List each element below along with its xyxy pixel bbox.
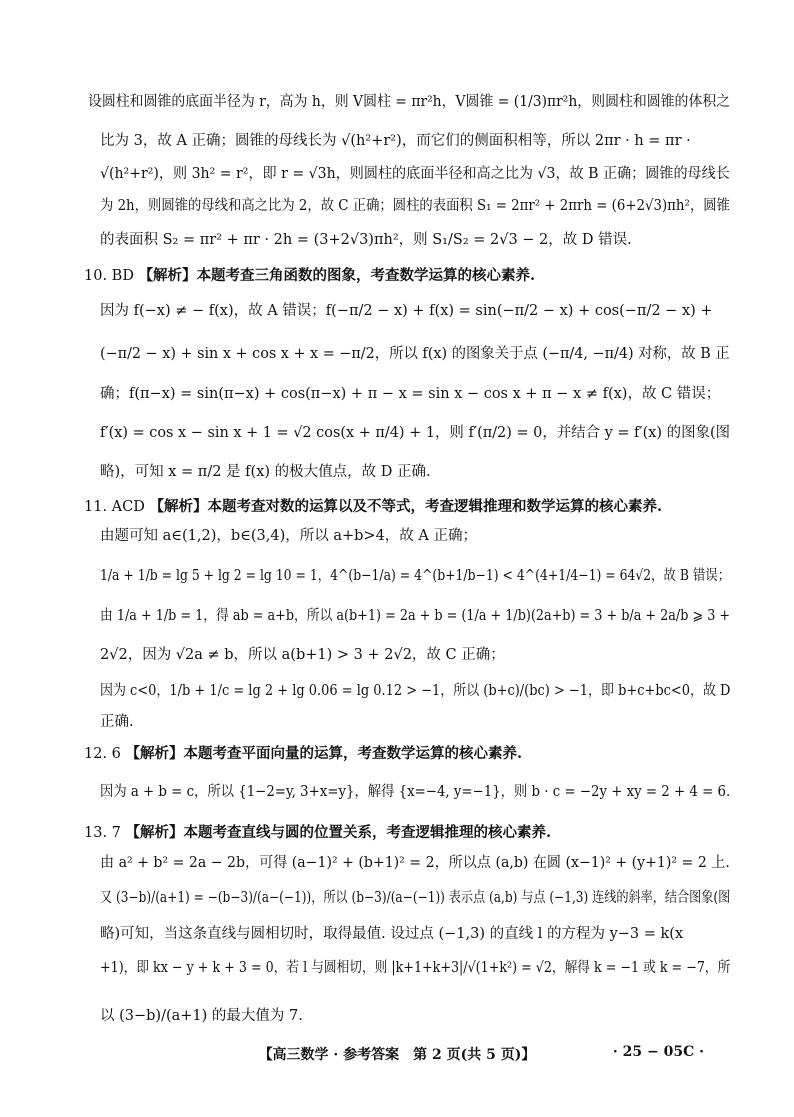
q13-line-5: 以 (3−b)/(a+1) 的最大值为 7. (100, 1008, 303, 1024)
q12-heading-text: 本题考查平面向量的运算，考查数学运算的核心素养. (183, 745, 523, 762)
page-footer (0, 1044, 794, 1066)
q10-heading-text: 本题考查三角函数的图象，考查数学运算的核心素养. (196, 267, 536, 284)
q13-line-2: 又 (3−b)/(a+1) = −(b−3)/(a−(−1))，所以 (b−3)/(a−(−1)) 表示点 (a,b) 与点 (−1,3) 连线的斜率，结合图象(图 (100, 890, 731, 906)
q9-line-4: 为 2h，则圆锥的母线和高之比为 2，故 C 正确；圆柱的表面积 S₁ = 2πr² + 2πrh = (6+2√3)πh²，圆锥 (100, 198, 730, 214)
q10-tag: 【解析】 (138, 267, 197, 284)
q13-line-4: +1)，即 kx − y + k + 3 = 0，若 l 与圆相切，则 |k+1+k+3|/√(1+k²) = √2，解得 k = −1 或 k = −7，所 (100, 960, 731, 976)
q13-line-1: 由 a² + b² = 2a − 2b，可得 (a−1)² + (b+1)² = 2，所以点 (a,b) 在圆 (x−1)² + (y+1)² = 2 上. (100, 855, 730, 871)
q10-number: 10. BD (84, 268, 134, 284)
q11-number: 11. ACD (84, 499, 145, 515)
q11-line-4: 2√2，因为 √2a ≠ b，所以 a(b+1) > 3 + 2√2，故 C 正确； (100, 647, 505, 663)
q11-heading-text: 本题考查对数的运算以及不等式，考查逻辑推理和数学运算的核心素养. (207, 498, 663, 515)
q10-heading (84, 266, 535, 286)
q13-heading-text: 本题考查直线与圆的位置关系，考查逻辑推理的核心素养. (183, 824, 552, 841)
footer-title: 【高三数学 · 参考答案 第 2 页(共 5 页)】 (258, 1047, 536, 1063)
q13-tag: 【解析】 (125, 824, 184, 841)
q10-line-5: 略)，可知 x = π/2 是 f(x) 的极大值点，故 D 正确. (100, 464, 431, 480)
q12-line-1: 因为 a + b = c，所以 {1−2=y, 3+x=y}，解得 {x=−4, y=−1}，则 b · c = −2y + xy = 2 + 4 = 6. (100, 784, 731, 800)
q10-line-2: (−π/2 − x) + sin x + cos x + x = −π/2，所以 f(x) 的图象关于点 (−π/4, −π/4) 对称，故 B 正 (100, 346, 730, 362)
q11-line-6: 正确. (100, 714, 134, 730)
q11-heading (84, 497, 662, 517)
q10-line-1: 因为 f(−x) ≠ − f(x)，故 A 错误；f(−π/2 − x) + f(x) = sin(−π/2 − x) + cos(−π/2 − x) + (100, 303, 713, 319)
q10-line-3: 确；f(π−x) = sin(π−x) + cos(π−x) + π − x = sin x − cos x + π − x ≠ f(x)，故 C 错误； (100, 386, 721, 402)
q10-line-4: f′(x) = cos x − sin x + 1 = √2 cos(x + π/4) + 1，则 f′(π/2) = 0，并结合 y = f′(x) 的图象(图 (100, 425, 731, 441)
q9-line-5: 的表面积 S₂ = πr² + πr · 2h = (3+2√3)πh²，则 S₁/S₂ = 2√3 − 2，故 D 错误. (100, 232, 632, 248)
q13-line-3: 略)可知，当这条直线与圆相切时，取得最值. 设过点 (−1,3) 的直线 l 的方程为 y−3 = k(x (100, 926, 684, 942)
q12-tag: 【解析】 (125, 745, 184, 762)
q9-line-1: 设圆柱和圆锥的底面半径为 r，高为 h，则 V圆柱 = πr²h，V圆锥 = (1/3)πr²h，则圆柱和圆锥的体积之 (88, 94, 731, 110)
q11-line-2: 1/a + 1/b = lg 5 + lg 2 = lg 10 = 1，4^(b−1/a) = 4^(b+1/b−1) < 4^(4+1/4−1) = 64√2，故 B 错误； (100, 568, 731, 584)
q9-line-2: 比为 3，故 A 正确；圆锥的母线长为 √(h²+r²)，而它们的侧面积相等，所以 2πr · h = πr · (100, 133, 691, 149)
q12-number: 12. 6 (84, 746, 121, 762)
q11-line-3: 由 1/a + 1/b = 1，得 ab = a+b，所以 a(b+1) = 2a + b = (1/a + 1/b)(2a+b) = 3 + b/a + 2a/b ⩾ 3 + (100, 608, 731, 624)
q11-tag: 【解析】 (149, 498, 208, 515)
q11-line-5: 因为 c<0，1/b + 1/c = lg 2 + lg 0.06 = lg 0.12 > −1，所以 (b+c)/(bc) > −1，即 b+c+bc<0，故 D (100, 683, 731, 699)
footer-code: · 25 − 05C · (612, 1044, 704, 1060)
q9-line-3: √(h²+r²)，则 3h² = r²，即 r = √3h，则圆柱的底面半径和高之比为 √3，故 B 正确；圆锥的母线长 (100, 166, 730, 182)
q11-line-1: 由题可知 a∈(1,2)，b∈(3,4)，所以 a+b>4，故 A 正确； (100, 528, 477, 544)
q12-heading (84, 744, 522, 764)
q13-number: 13. 7 (84, 825, 121, 841)
q13-heading (84, 823, 551, 843)
